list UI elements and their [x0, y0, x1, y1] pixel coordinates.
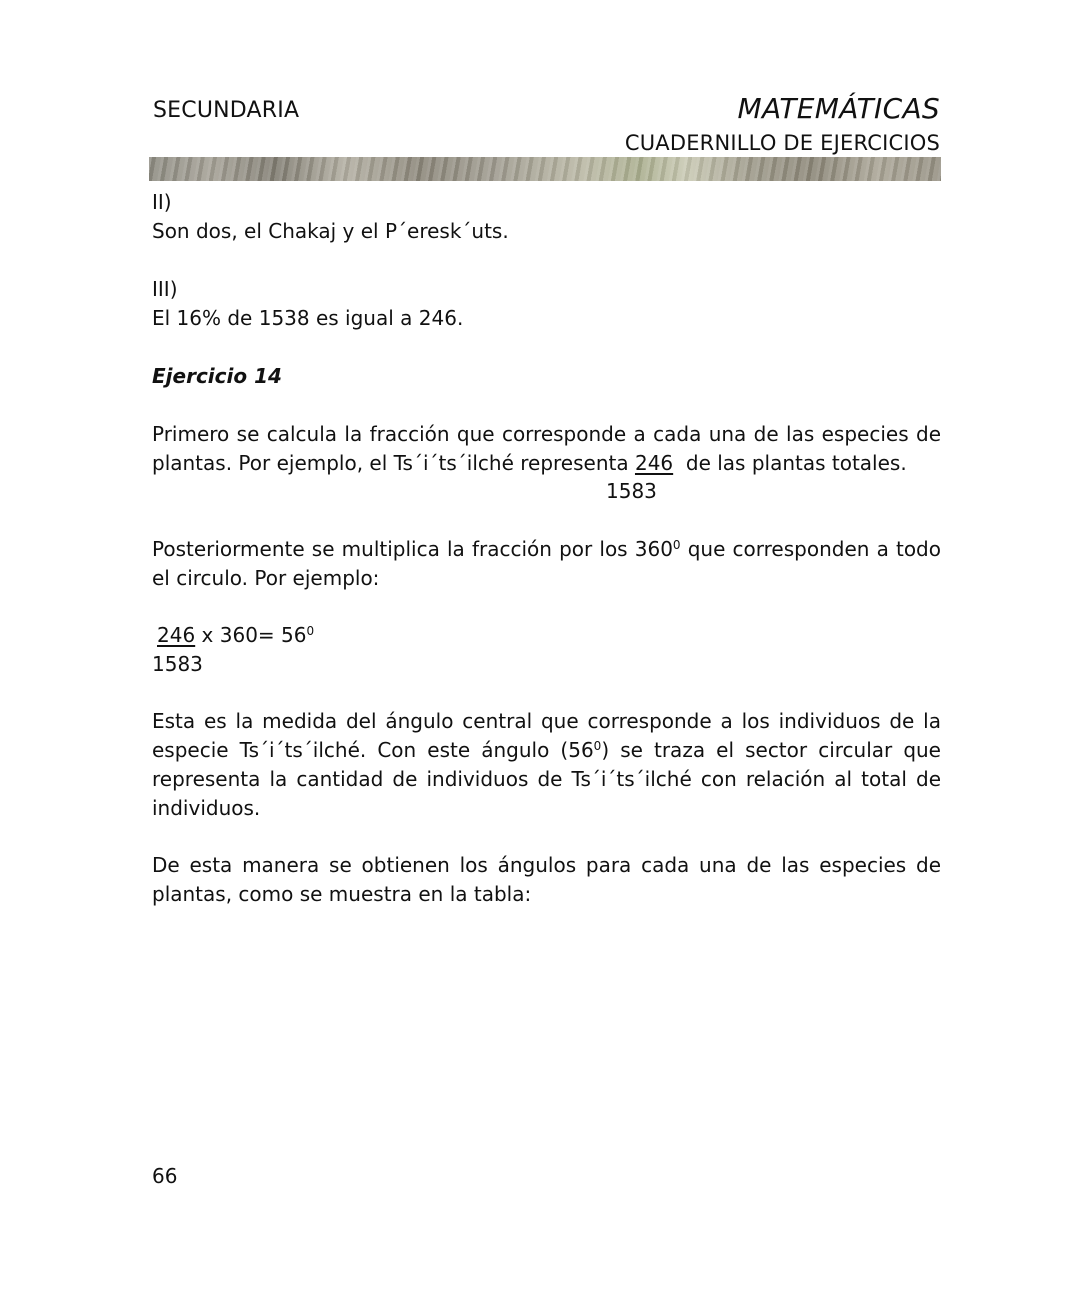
paragraph-table-intro: De esta manera se obtienen los ángulos para cada una de las especies de plantas, como se muestra en la tabla: — [152, 853, 941, 906]
section-2-label: II) — [152, 190, 172, 214]
paragraph-fraction-tail: de las plantas totales. — [673, 451, 907, 475]
section-2 — [152, 188, 941, 246]
equation-numerator: 246 — [157, 623, 196, 647]
fraction-numerator: 246 — [634, 451, 674, 475]
exercise-title: Ejercicio 14 — [152, 364, 282, 388]
paragraph-fraction — [152, 420, 941, 478]
section-3-answer: El 16% de 1538 es igual a 246. — [152, 306, 464, 330]
section-3-label: III) — [152, 277, 178, 301]
paragraph-multiply-tail: que corresponden a todo el circulo. Por ejemplo: — [152, 537, 941, 590]
header-subject: MATEMÁTICAS — [737, 92, 940, 125]
angle-degree: 0 — [593, 739, 602, 753]
header-subtitle: CUADERNILLO DE EJERCICIOS — [624, 131, 940, 155]
paragraph-fraction-text: Primero se calcula la fracción que corresponde a cada una de las especies de plantas. Por ejemplo, el Ts´i´ts´ilché representa — [152, 422, 941, 475]
equation-line — [157, 621, 946, 650]
equation-denominator: 1583 — [152, 652, 203, 676]
fraction-denominator: 1583 — [606, 479, 657, 503]
paragraph-multiply-text: Posteriormente se multiplica la fracción por los 360 — [152, 537, 673, 561]
section-3 — [152, 275, 941, 333]
equation-degree: 0 — [306, 624, 315, 638]
header-banner-image — [149, 157, 941, 181]
header-level: SECUNDARIA — [153, 98, 300, 123]
paragraph-angle-tail: ) se traza el sector circular que representa la cantidad de individuos de Ts´i´ts´ilché con relación al total de individuos. — [152, 738, 941, 820]
paragraph-angle-text: Esta es la medida del ángulo central que corresponde a los individuos de la especie Ts´i´ts´ilché. Con este ángulo (56 — [152, 709, 941, 762]
section-2-answer: Son dos, el Chakaj y el P´eresk´uts. — [152, 219, 509, 243]
paragraph-angle — [152, 707, 941, 823]
degree-superscript: 0 — [672, 538, 681, 552]
page-number: 66 — [152, 1164, 178, 1188]
equation-rest: x 360= 56 — [195, 623, 307, 647]
paragraph-multiply — [152, 535, 941, 593]
